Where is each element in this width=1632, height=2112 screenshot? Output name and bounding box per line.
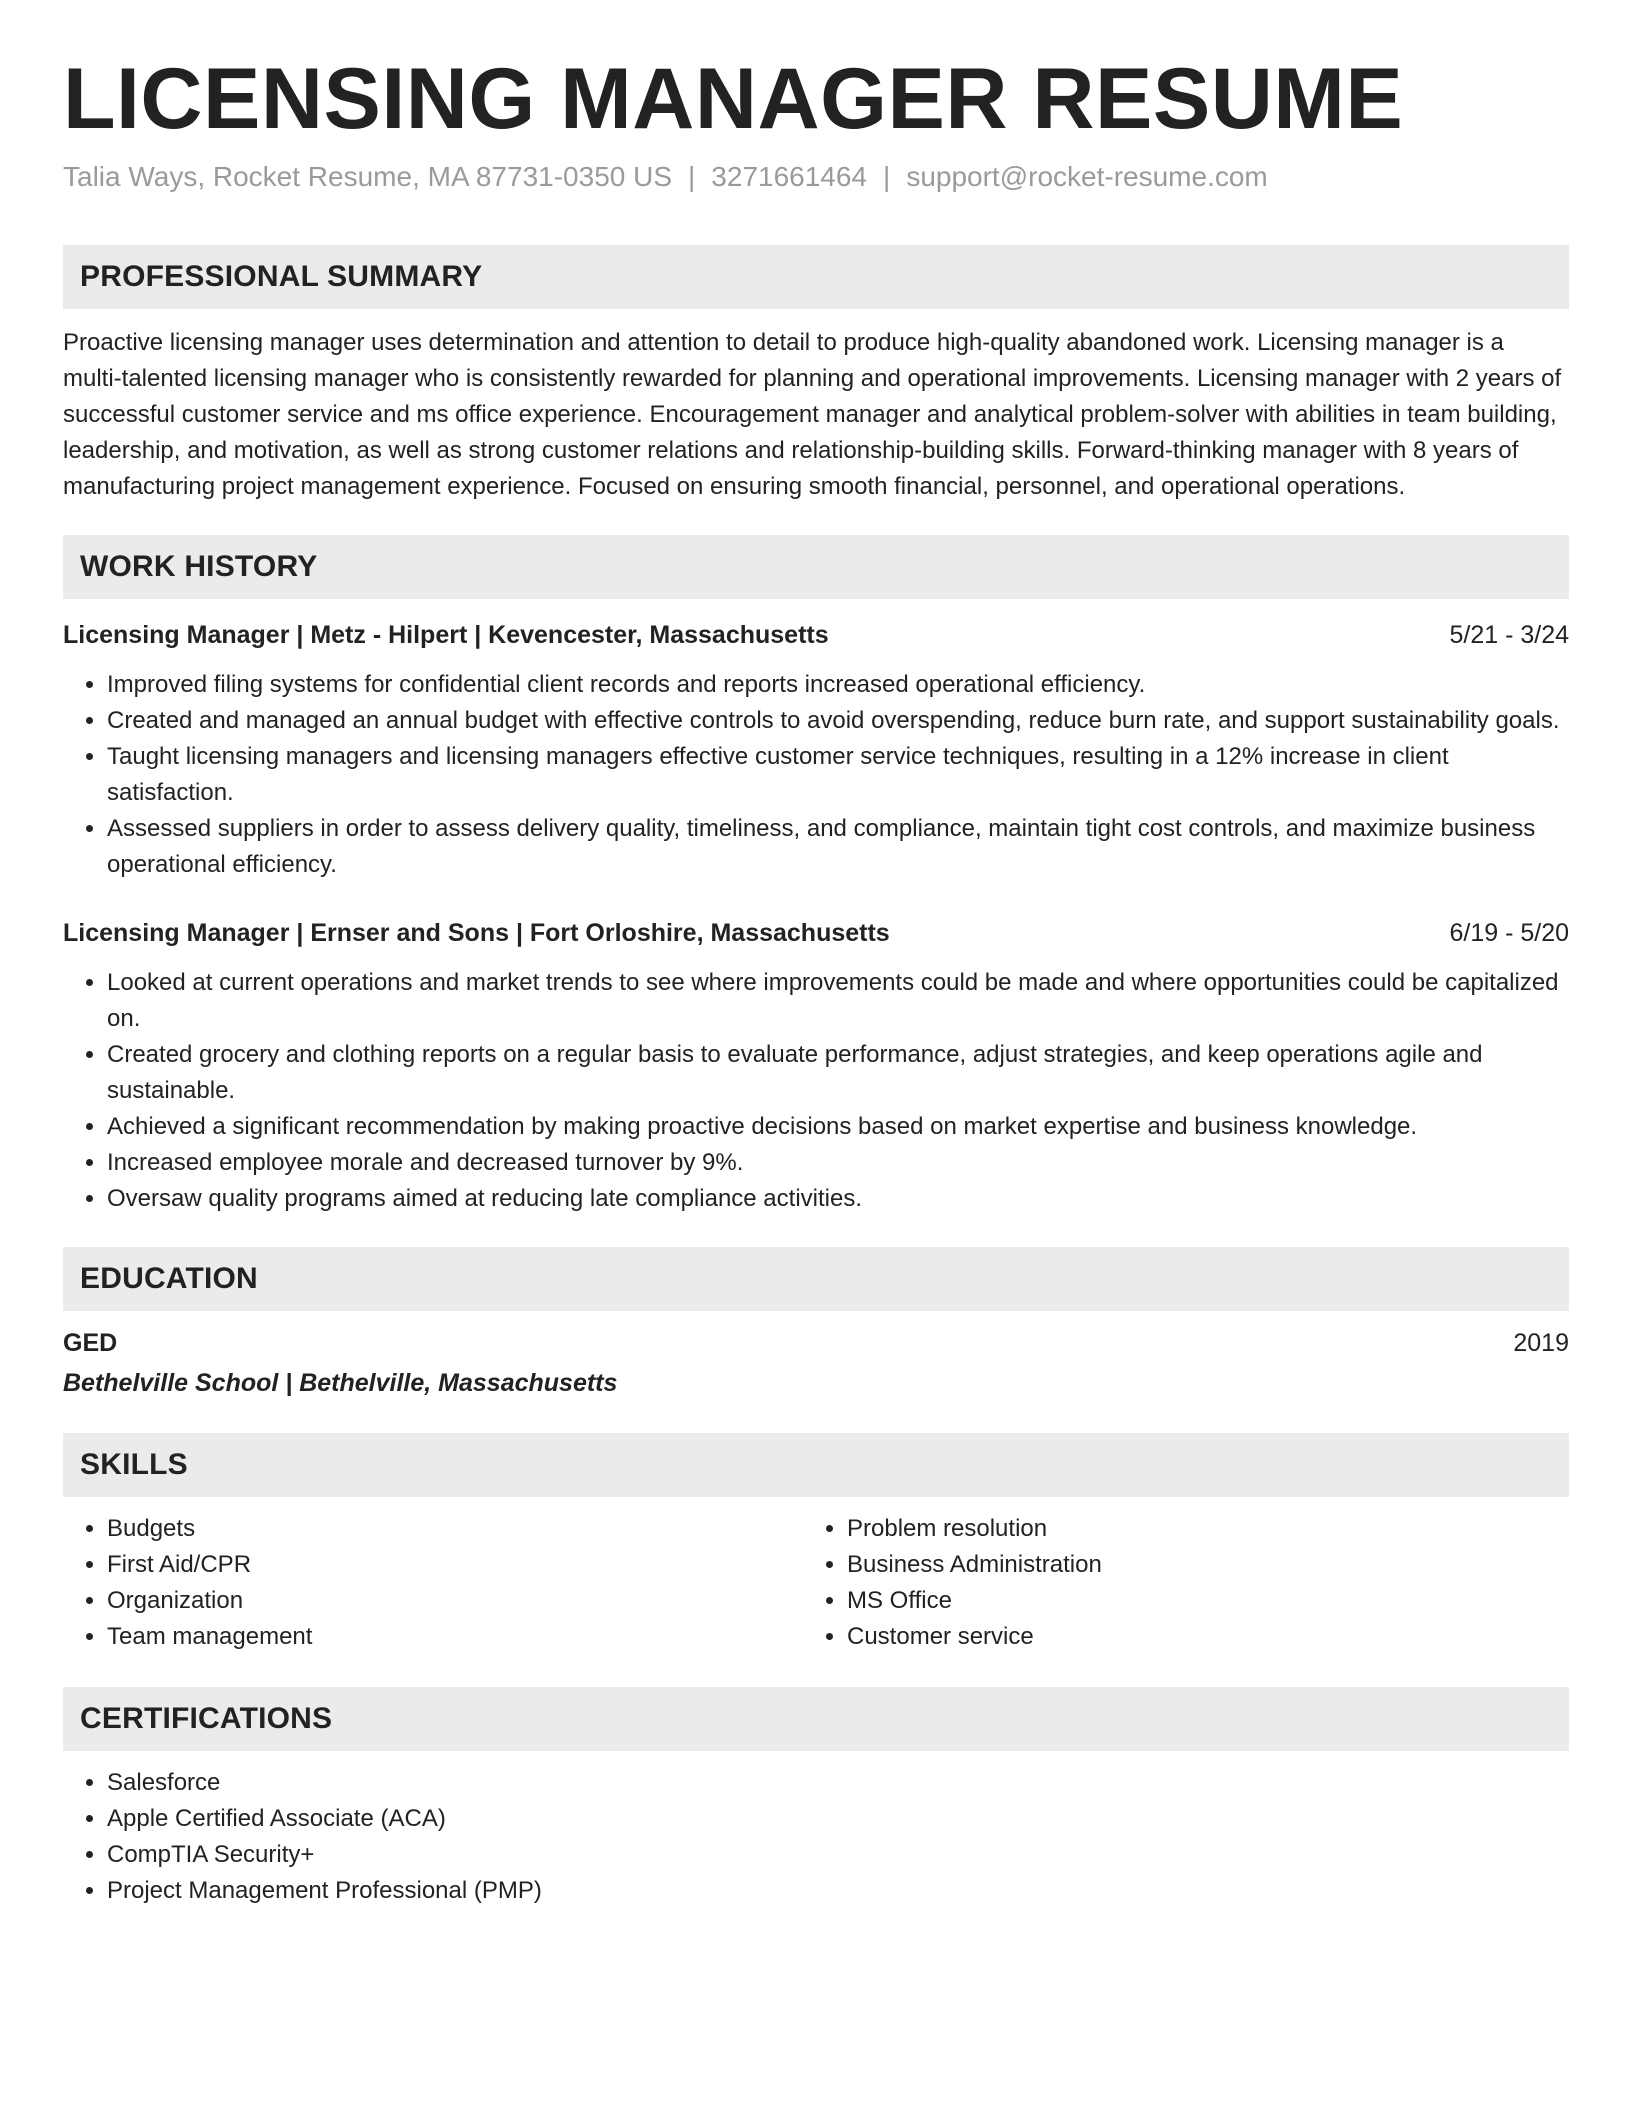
section-title: EDUCATION — [80, 1261, 258, 1295]
skills-column — [803, 1511, 1543, 1655]
education-header — [63, 1325, 1569, 1361]
list-item: • Achieved a significant recommendation by making proactive decisions based on market expertise and business knowledge. — [107, 1109, 1569, 1145]
certifications-list — [63, 1765, 1569, 1909]
job-bullets — [63, 965, 1569, 1217]
section-title: CERTIFICATIONS — [80, 1701, 333, 1735]
contact-separator: | — [688, 160, 696, 192]
contact-separator: | — [883, 160, 891, 192]
contact-address: Talia Ways, Rocket Resume, MA 87731-0350 US — [63, 160, 673, 192]
list-item: • Salesforce — [107, 1765, 1569, 1801]
list-item: • Apple Certified Associate (ACA) — [107, 1801, 1569, 1837]
section-header-education — [63, 1247, 1569, 1311]
list-item: • Oversaw quality programs aimed at reducing late compliance activities. — [107, 1181, 1569, 1217]
section-title: PROFESSIONAL SUMMARY — [80, 259, 483, 293]
section-header-summary — [63, 245, 1569, 309]
list-item: • Increased employee morale and decreased turnover by 9%. — [107, 1145, 1569, 1181]
list-item: • Looked at current operations and market trends to see where improvements could be made and where opportunities could be capitalized on. — [107, 965, 1569, 1037]
list-item: • Created and managed an annual budget with effective controls to avoid overspending, reduce burn rate, and support sustainability goals. — [107, 703, 1569, 739]
list-item: • MS Office — [847, 1583, 1543, 1619]
list-item: • Improved filing systems for confidential client records and reports increased operational efficiency. — [107, 667, 1569, 703]
list-item: • Assessed suppliers in order to assess delivery quality, timeliness, and compliance, maintain tight cost controls, and maximize business operational efficiency. — [107, 811, 1569, 883]
list-item: • Project Management Professional (PMP) — [107, 1873, 1569, 1909]
education-school: Bethelville School | Bethelville, Massachusetts — [63, 1368, 618, 1397]
section-header-certifications — [63, 1687, 1569, 1751]
education-entry — [63, 1325, 1569, 1401]
list-item: • Problem resolution — [847, 1511, 1543, 1547]
job-entry — [63, 915, 1569, 1217]
list-item: • First Aid/CPR — [107, 1547, 803, 1583]
skills-list — [63, 1511, 1569, 1655]
job-dates: 6/19 - 5/20 — [1449, 918, 1569, 947]
job-entry — [63, 617, 1569, 883]
job-header — [63, 915, 1569, 951]
contact-email[interactable]: support@rocket-resume.com — [906, 160, 1268, 192]
list-item: • Budgets — [107, 1511, 803, 1547]
job-title: Licensing Manager | Ernser and Sons | Fort Orloshire, Massachusetts — [63, 918, 890, 947]
section-header-skills — [63, 1433, 1569, 1497]
skills-column — [63, 1511, 803, 1655]
section-header-work-history — [63, 535, 1569, 599]
education-degree: GED — [63, 1328, 118, 1357]
section-title: WORK HISTORY — [80, 549, 318, 583]
summary-text: Proactive licensing manager uses determination and attention to detail to produce high-quality abandoned work. Licensing manager is a multi-talented licensing manager who is consistently rewarded for planning and operational improvements. Licensing manager with 2 years of successful customer service and ms office experience. Encouragement manager and analytical problem-solver with abilities in team building, leadership, and motivation, as well as strong customer relations and relationship-building skills. Forward-thinking manager with 8 years of manufacturing project management experience. Focused on ensuring smooth financial, personnel, and operational operations. — [63, 328, 1562, 500]
job-dates: 5/21 - 3/24 — [1449, 620, 1569, 649]
page-title: LICENSING MANAGER RESUME — [63, 51, 1404, 147]
section-title: SKILLS — [80, 1447, 188, 1481]
list-item: • Customer service — [847, 1619, 1543, 1655]
job-title: Licensing Manager | Metz - Hilpert | Kevencester, Massachusetts — [63, 620, 829, 649]
list-item: • Business Administration — [847, 1547, 1543, 1583]
contact-phone: 3271661464 — [711, 160, 868, 192]
list-item: • Team management — [107, 1619, 803, 1655]
job-bullets — [63, 667, 1569, 883]
education-year: 2019 — [1513, 1328, 1569, 1357]
list-item: • Created grocery and clothing reports on a regular basis to evaluate performance, adjust strategies, and keep operations agile and sustainable. — [107, 1037, 1569, 1109]
list-item: • CompTIA Security+ — [107, 1837, 1569, 1873]
list-item: • Organization — [107, 1583, 803, 1619]
job-header — [63, 617, 1569, 653]
list-item: • Taught licensing managers and licensing managers effective customer service techniques, resulting in a 12% increase in client satisfaction. — [107, 739, 1569, 811]
contact-line — [63, 159, 1569, 195]
